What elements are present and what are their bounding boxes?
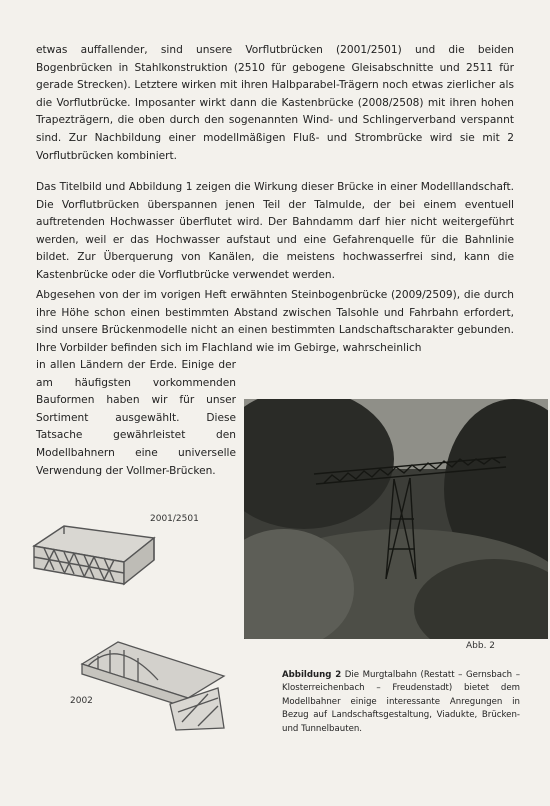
paragraph-3-continued: in allen Ländern der Erde. Einige der am häufigsten vorkommenden Bauformen haben wir für unser Sortiment ausgewählt. Diese Tatsache gewährleistet den Modellbahnern eine universelle Verwendung der Vollmer-Brücken. — [36, 359, 236, 477]
paragraph-1: etwas auffallender, sind unsere Vorflutbrücken (2001/2501) und die beiden Bogenbrücken in Stahlkonstruktion (2510 für gebogene Gleisabschnitte und 2511 für gerade Strecken). Letztere wirken mit ihren Halbparabel-Trägern noch etwas zierlicher als die Vorflutbrücke. Imposanter wirkt dann die Kastenbrücke (2008/2508) mit ihren hohen Trapezträgern, die oben durch den sogenannten Wind- und Schlingerverband verspannt sind. Zur Nachbildung einer modellmäßigen Fluß- und Strombrücke wird sie mit 2 Vorflutbrücken kombiniert. — [36, 44, 514, 162]
model-2002-label: 2002 — [70, 696, 93, 706]
paragraph-2: Das Titelbild und Abbildung 1 zeigen die Wirkung dieser Brücke in einer Modelllandschaft. Die Vorflutbrücken überspannen jenen Teil der Talmulde, der bei einem eventuell auftretenden Hochwasser überflutet wird. Der Bahndamm darf hier nicht weitergeführt werden, weil er das Hochwasser aufstaut und eine Gefahrenquelle für die Bahnlinie bildet. Zur Überquerung von Kanälen, die meistens hochwasserfrei sind, kann die Kastenbrücke oder die Vorflutbrücke verwendet werden. — [36, 181, 514, 281]
murgtalbahn-viaduct-photo — [244, 399, 548, 639]
figure-caption-text: Die Murgtalbahn (Restatt – Gernsbach – Klosterreichenbach – Freudenstadt) bietet dem Modellbahner einige interessante Anregungen in Bezug auf Landschaftsgestaltung, Viadukte, Brücken- und Tunnelbauten. — [282, 670, 520, 734]
paragraph-3: Abgesehen von der im vorigen Heft erwähnten Steinbogenbrücke (2009/2509), die durch ihre Höhe schon einen bestimmten Abstand zwischen Talsohle und Fahrbahn erfordert, sind unsere Brückenmodelle nicht an einen bestimmten Landschaftscharakter gebunden. Ihre Vorbilder befinden sich im Flachland wie im Gebirge, wahrscheinlich — [36, 289, 514, 354]
model-2001-label: 2001/2501 — [150, 514, 199, 524]
viaduct-photo-illustration — [244, 399, 548, 639]
truss-bridge-model-illustration — [30, 522, 158, 592]
photo-reference-label: Abb. 2 — [466, 641, 496, 651]
arch-bridge-model-illustration — [78, 636, 228, 732]
figure-caption-title: Abbildung 2 — [282, 670, 342, 680]
figure-caption — [282, 669, 520, 736]
